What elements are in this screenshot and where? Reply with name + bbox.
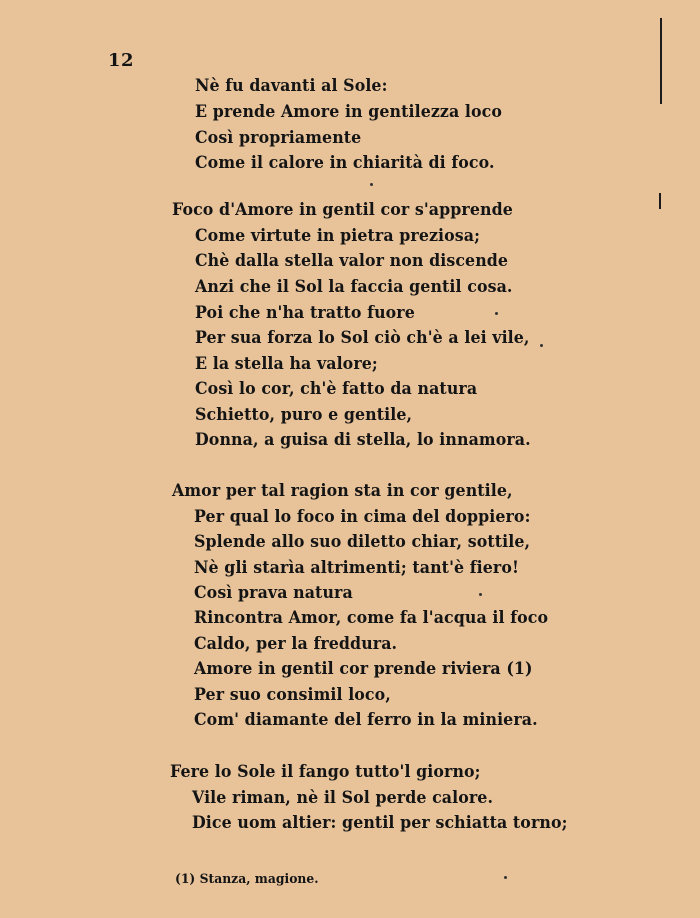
poem-line: E la stella ha valore; xyxy=(195,354,378,374)
poem-line: Com' diamante del ferro in la miniera. xyxy=(194,710,538,730)
poem-line: Come virtute in pietra preziosa; xyxy=(195,226,481,246)
poem-line: Così lo cor, ch'è fatto da natura xyxy=(195,379,478,399)
ink-speck xyxy=(540,344,543,347)
poem-line: Anzi che il Sol la faccia gentil cosa. xyxy=(195,277,513,297)
poem-line: Splende allo suo diletto chiar, sottile, xyxy=(194,532,531,552)
poem-line: Per sua forza lo Sol ciò ch'è a lei vile, xyxy=(195,328,530,348)
poem-line: Come il calore in chiarità di foco. xyxy=(195,153,495,173)
poem-line: E prende Amore in gentilezza loco xyxy=(195,102,503,122)
poem-line: Per suo consimil loco, xyxy=(194,685,391,705)
poem-line: Così prava natura xyxy=(194,583,353,603)
footnote: (1) Stanza, magione. xyxy=(175,872,319,887)
poem-line: Amore in gentil cor prende riviera (1) xyxy=(194,659,533,679)
poem-line: Nè fu davanti al Sole: xyxy=(195,76,388,96)
poem-line: Vile riman, nè il Sol perde calore. xyxy=(192,788,494,808)
poem-line: Chè dalla stella valor non discende xyxy=(195,251,509,271)
poem-line: Schietto, puro e gentile, xyxy=(195,405,413,425)
page-edge-mark xyxy=(659,193,661,209)
ink-speck xyxy=(370,183,373,186)
ink-speck xyxy=(479,593,482,596)
page-number: 12 xyxy=(108,50,135,71)
poem-line: Donna, a guisa di stella, lo innamora. xyxy=(195,430,531,450)
poem-line: Foco d'Amore in gentil cor s'apprende xyxy=(172,200,513,220)
poem-line: Poi che n'ha tratto fuore xyxy=(195,303,415,323)
poem-line: Dice uom altier: gentil per schiatta torno; xyxy=(192,813,568,833)
poem-line: Amor per tal ragion sta in cor gentile, xyxy=(172,481,513,501)
poem-line: Così propriamente xyxy=(195,128,362,148)
poem-line: Per qual lo foco in cima del doppiero: xyxy=(194,507,531,527)
ink-speck xyxy=(495,312,498,315)
poem-line: Fere lo Sole il fango tutto'l giorno; xyxy=(170,762,481,782)
poem-line: Rincontra Amor, come fa l'acqua il foco xyxy=(194,608,549,628)
ink-speck xyxy=(504,876,507,879)
poem-line: Caldo, per la freddura. xyxy=(194,634,398,654)
poem-line: Nè gli starìa altrimenti; tant'è fiero! xyxy=(194,558,519,578)
page-edge-line xyxy=(660,18,662,104)
